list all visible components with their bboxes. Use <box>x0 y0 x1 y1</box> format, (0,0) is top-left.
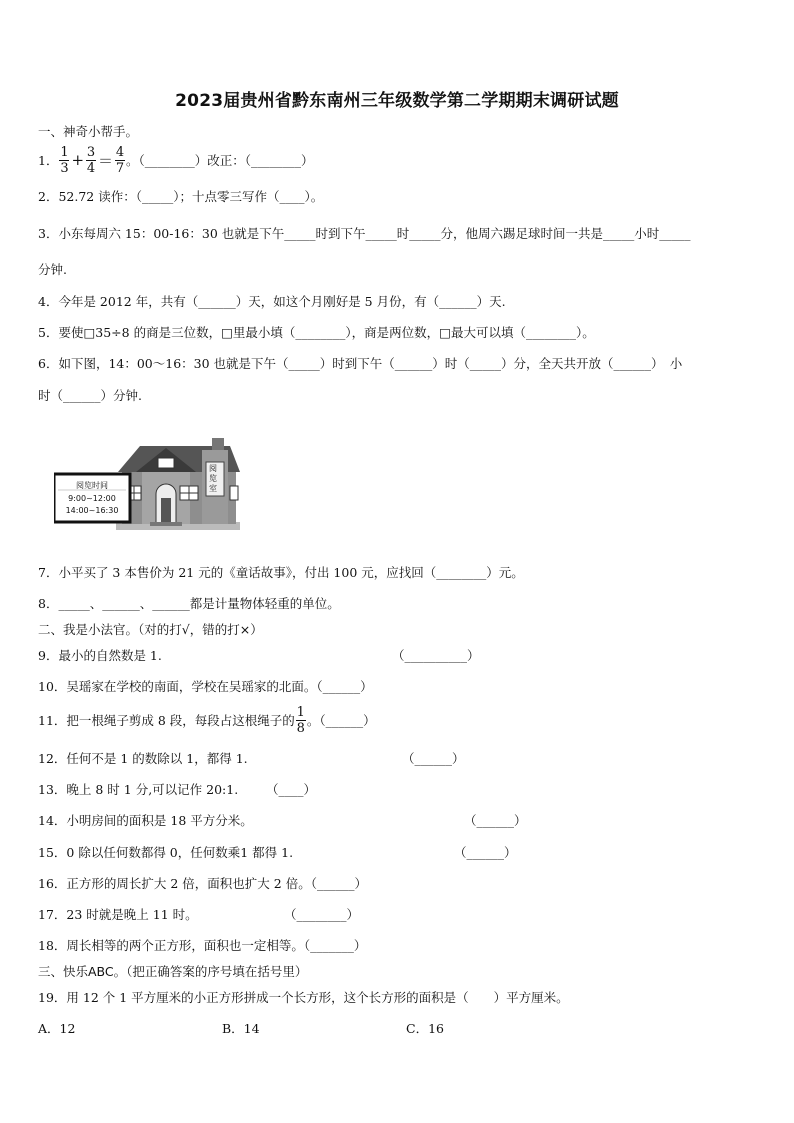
question-9-answer-paren: （__________） <box>392 648 480 663</box>
option-b: B．14 <box>222 1021 260 1036</box>
question-19: 19．用 12 个 1 平方厘米的小正方形拼成一个长方形，这个长方形的面积是（ ）平方厘米。 <box>38 990 569 1005</box>
sign-heading: 阅览时间 <box>76 481 108 490</box>
question-13: 13．晚上 8 时 1 分,可以记作 20:1. <box>38 782 239 797</box>
option-c: C．16 <box>406 1021 444 1036</box>
denominator: 8 <box>296 720 305 736</box>
question-17: 17．23 时就是晚上 11 时。 <box>38 907 198 922</box>
question-8: 8．_____、______、______都是计量物体轻重的单位。 <box>38 596 340 611</box>
question-4: 4．今年是 2012 年，共有（______）天，如这个月刚好是 5 月份，有（______）天. <box>38 294 506 309</box>
question-11-text: 11．把一根绳子剪成 8 段，每段占这根绳子的 <box>38 713 295 728</box>
plus-sign: + <box>71 151 85 169</box>
section-heading-1: 一、神奇小帮手。 <box>38 124 139 139</box>
section-heading-3: 三、快乐ABC。（把正确答案的序号填在括号里） <box>38 964 308 979</box>
sign-hours-afternoon: 14:00~16:30 <box>65 506 119 515</box>
question-9: 9．最小的自然数是 1. <box>38 648 162 663</box>
fraction-four-sevenths <box>115 145 125 176</box>
question-1-number: 1． <box>38 153 59 168</box>
question-16: 16．正方形的周长扩大 2 倍，面积也扩大 2 倍。（______） <box>38 876 367 891</box>
numerator: 3 <box>86 144 96 160</box>
numerator: 1 <box>60 144 69 160</box>
question-15: 15．0 除以任何数都得 0，任何数乘1 都得 1. <box>38 845 294 860</box>
question-1 <box>38 143 314 177</box>
question-6-continued: 时（______）分钟. <box>38 388 142 403</box>
question-7: 7．小平买了 3 本售价为 21 元的《童话故事》，付出 100 元，应找回（________）元。 <box>38 565 524 580</box>
question-11-tail: 。（______） <box>306 713 376 728</box>
option-a: A．12 <box>38 1021 76 1036</box>
numerator: 4 <box>115 144 125 160</box>
question-13-answer-paren: （____） <box>266 782 317 797</box>
sign-hours-morning: 9:00~12:00 <box>68 494 116 503</box>
fraction-one-third <box>59 145 69 176</box>
question-3: 3．小东每周六 15：00-16：30 也就是下午_____时到下午_____时_____分，他周六踢足球时间一共是_____小时_____ <box>38 226 691 241</box>
question-1-tail: 。（________）改正：（________） <box>126 153 314 168</box>
question-18: 18．周长相等的两个正方形，面积也一定相等。（_______） <box>38 938 367 953</box>
question-11 <box>38 703 376 737</box>
fraction-three-fourths <box>86 145 96 176</box>
question-17-answer-paren: （________） <box>284 907 360 922</box>
fraction-one-eighth <box>296 705 306 736</box>
equals-sign: ＝ <box>98 151 114 170</box>
question-12: 12．任何不是 1 的数除以 1，都得 1. <box>38 751 248 766</box>
denominator: 7 <box>115 160 125 176</box>
question-12-answer-paren: （______） <box>402 751 465 766</box>
section-heading-2: 二、我是小法官。（对的打√，错的打×） <box>38 622 263 637</box>
reading-room-plaque: 阅览室 <box>209 464 217 493</box>
numerator: 1 <box>296 704 305 720</box>
reading-room-illustration <box>54 436 240 536</box>
question-6: 6．如下图，14：00～16：30 也就是下午（_____）时到下午（______）时（_____）分，全天共开放（______） 小 <box>38 356 683 371</box>
question-14: 14．小明房间的面积是 18 平方分米。 <box>38 813 253 828</box>
denominator: 4 <box>86 160 96 176</box>
question-5: 5．要使□35÷8 的商是三位数，□里最小填（________），商是两位数，□最大可以填（________）。 <box>38 325 595 340</box>
question-3-continued: 分钟. <box>38 262 67 277</box>
page-title: 2023届贵州省黔东南州三年级数学第二学期期末调研试题 <box>175 91 619 111</box>
question-10: 10．吴瑶家在学校的南面，学校在吴瑶家的北面。（______） <box>38 679 373 694</box>
denominator: 3 <box>60 160 69 176</box>
question-15-answer-paren: （______） <box>454 845 517 860</box>
question-14-answer-paren: （______） <box>464 813 527 828</box>
question-2: 2．52.72 读作：（_____）；十点零三写作（____）。 <box>38 189 324 204</box>
